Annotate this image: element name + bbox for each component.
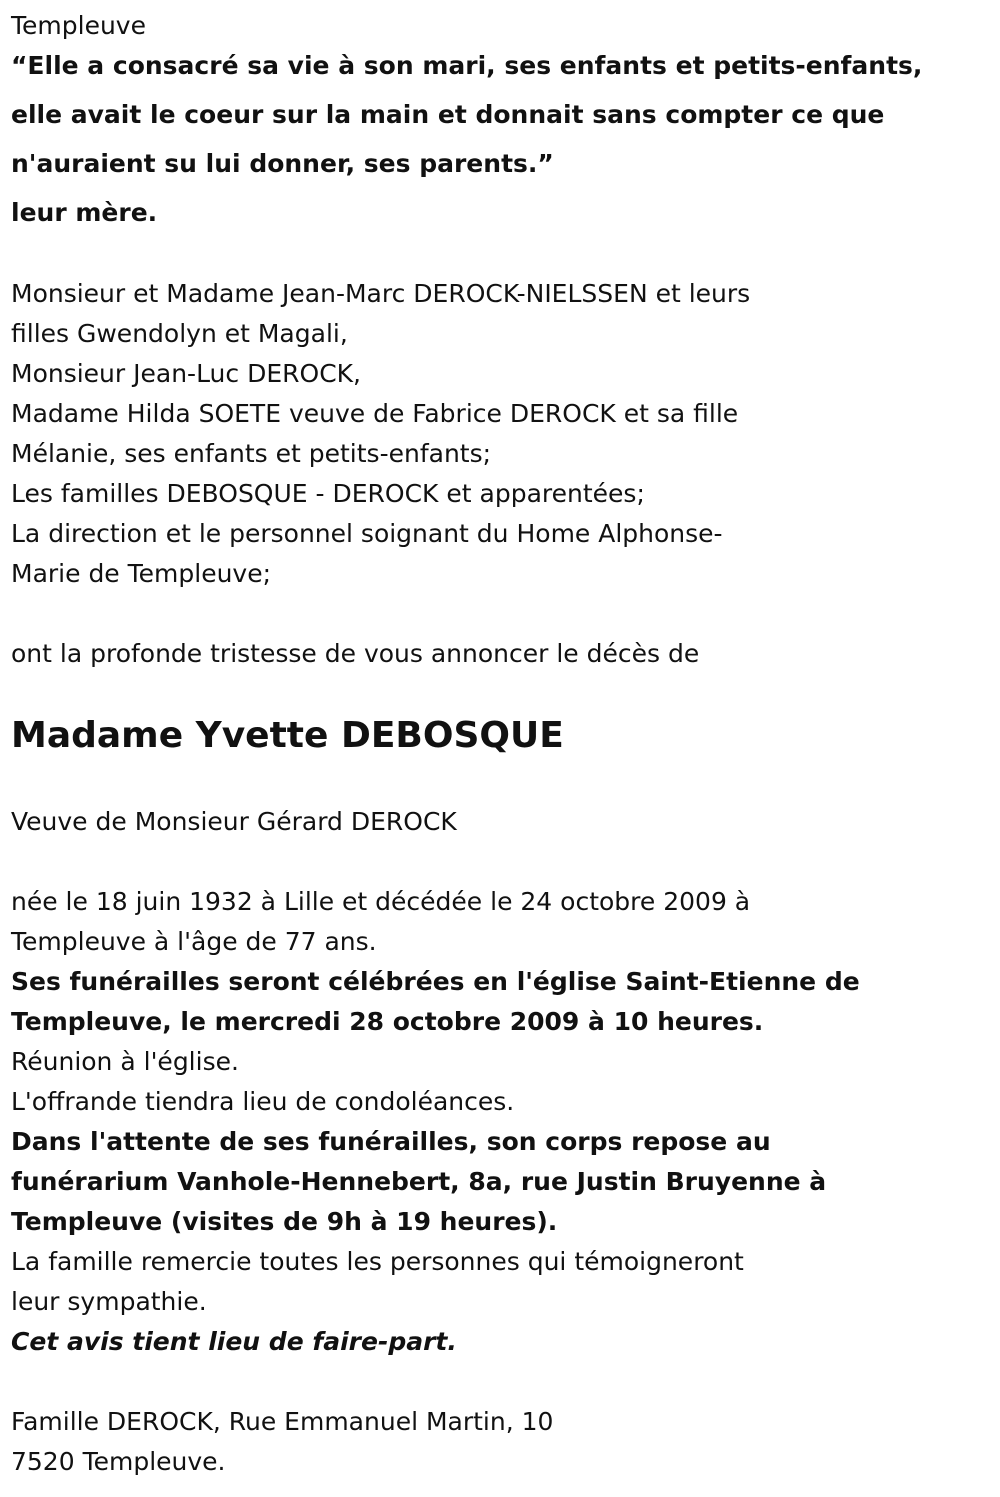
family-line: filles Gwendolyn et Magali, <box>11 319 348 348</box>
deceased-name: Madame Yvette DEBOSQUE <box>11 715 564 756</box>
thanks-line: La famille remercie toutes les personnes qui témoigneront <box>11 1247 744 1276</box>
family-line: Madame Hilda SOETE veuve de Fabrice DEROCK et sa fille <box>11 399 739 428</box>
notice-text: Cet avis tient lieu de faire-part. <box>11 1327 457 1356</box>
quote-line: leur mère. <box>11 198 158 227</box>
family-line: Mélanie, ses enfants et petits-enfants; <box>11 439 492 468</box>
funeral-line: Templeuve, le mercredi 28 octobre 2009 à 10 heures. <box>11 1007 764 1036</box>
meeting-text: Réunion à l'église. <box>11 1047 239 1076</box>
header-place: Templeuve <box>11 11 146 40</box>
thanks-line: leur sympathie. <box>11 1287 207 1316</box>
visitation-line: Dans l'attente de ses funérailles, son corps repose au <box>11 1127 771 1156</box>
quote-line: “Elle a consacré sa vie à son mari, ses enfants et petits-enfants, <box>11 51 923 80</box>
quote-line: elle avait le coeur sur la main et donnait sans compter ce que <box>11 100 885 129</box>
quote-line: n'auraient su lui donner, ses parents.” <box>11 149 554 178</box>
family-line: La direction et le personnel soignant du Home Alphonse- <box>11 519 723 548</box>
family-line: Monsieur et Madame Jean-Marc DEROCK-NIELSSEN et leurs <box>11 279 751 308</box>
announcement-text: ont la profonde tristesse de vous annoncer le décès de <box>11 639 700 668</box>
family-line: Les familles DEBOSQUE - DEROCK et apparentées; <box>11 479 645 508</box>
offering-text: L'offrande tiendra lieu de condoléances. <box>11 1087 515 1116</box>
family-line: Monsieur Jean-Luc DEROCK, <box>11 359 361 388</box>
funeral-line: Ses funérailles seront célébrées en l'église Saint-Etienne de <box>11 967 860 996</box>
visitation-line: Templeuve (visites de 9h à 19 heures). <box>11 1207 558 1236</box>
widow-of-text: Veuve de Monsieur Gérard DEROCK <box>11 807 457 836</box>
birth-death-line: Templeuve à l'âge de 77 ans. <box>11 927 377 956</box>
address-line: Famille DEROCK, Rue Emmanuel Martin, 10 <box>11 1407 554 1436</box>
address-line: 7520 Templeuve. <box>11 1447 226 1476</box>
birth-death-line: née le 18 juin 1932 à Lille et décédée le 24 octobre 2009 à <box>11 887 751 916</box>
family-line: Marie de Templeuve; <box>11 559 272 588</box>
visitation-line: funérarium Vanhole-Hennebert, 8a, rue Justin Bruyenne à <box>11 1167 827 1196</box>
